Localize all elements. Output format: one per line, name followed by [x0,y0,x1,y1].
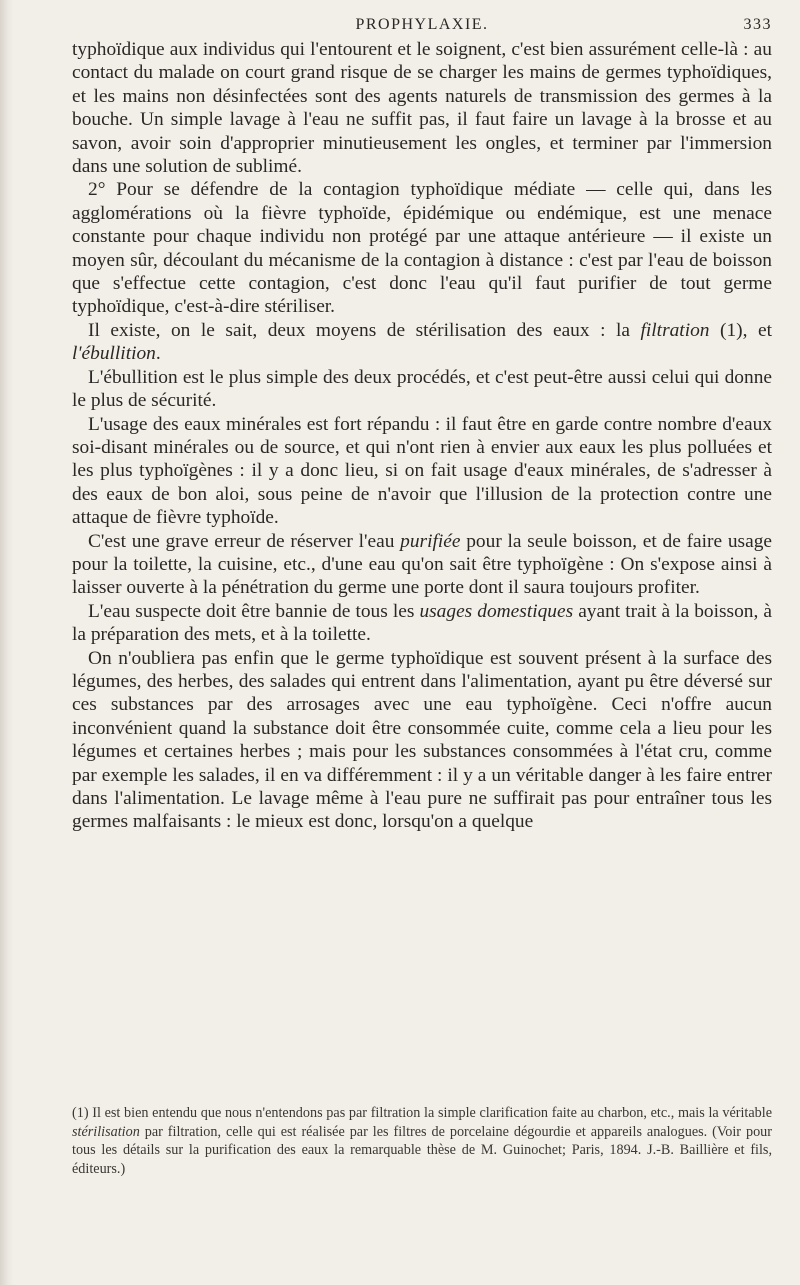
paragraph-3-text-e: . [155,343,161,365]
paragraph-7-text-a: L'eau suspecte doit être bannie de tous les [88,600,420,622]
paragraph-2: 2° Pour se défendre de la contagion typhoïdique médiate — celle qui, dans les agglomérations où la fièvre typhoïde, épidémique ou endémique, est une menace constante pour chaque individu non protégé par une attaque antérieure — il existe un moyen sûr, découlant du mécanisme de la contagion à distance : c'est par l'eau de boisson que s'effectue cette contagion, c'est donc l'eau qu'il faut purifier de tout germe typhoïdique, c'est-à-dire stériliser. [72,179,772,318]
paragraph-6-text-a: C'est une grave erreur de réserver l'eau [88,530,401,552]
paragraph-7 [72,600,772,647]
paragraph-6 [72,530,772,600]
running-header [72,0,772,38]
paragraph-3 [72,319,772,366]
term-ebullition: l'ébullition [72,343,156,365]
page-binding-edge [0,0,14,1285]
term-usages-domestiques: usages domestiques [419,600,574,622]
body-text [72,38,772,834]
footnote-text-a: (1) Il est bien entendu que nous n'entendons pas par filtration la simple clarification faite au charbon, etc., mais la véritable [72,1105,772,1121]
paragraph-8: On n'oubliera pas enfin que le germe typhoïdique est souvent présent à la surface des légumes, des herbes, des salades qui entrent dans l'alimentation, ayant pu être déversé sur ces substances par des arrosages avec une eau typhoïgène. Ceci n'offre aucun inconvénient quand la substance doit être consommée cuite, comme cela a lieu pour les légumes et certaines herbes ; mais pour les substances consommées à l'état cru, comme par exemple les salades, il en va différemment : il y a un véritable danger à les faire entrer dans l'alimentation. Le lavage même à l'eau pure ne suffirait pas pour entraîner tous les germes malfaisants : le mieux est donc, lorsqu'on a quelque [72,647,772,833]
footnote-text-c: par filtration, celle qui est réalisée par les filtres de porcelaine dégourdie et appareils analogues. (Voir pour tous les détails sur la purification des eaux la remarquable thèse de M. Guinochet; Paris, 1894. J.-B. Baillière et fils, éditeurs.) [72,1123,772,1177]
footnote [72,1104,772,1178]
paragraph-1: typhoïdique aux individus qui l'entourent et le soignent, c'est bien assurément celle-là : au contact du malade on court grand risque de se charger les mains de germes typhoïdiques, et les mains non désinfectées sont des agents naturels de transmission des germes à la bouche. Un simple lavage à l'eau ne suffit pas, il faut faire un lavage à la brosse et au savon, avoir soin d'approprier minutieusement les ongles, et terminer par l'immersion dans une solution de sublimé. [72,39,772,178]
term-purifiee: purifiée [400,530,461,552]
footnote-term-sterilisation: stérilisation [72,1123,140,1140]
paragraph-3-text-c: (1), et [709,319,772,341]
term-filtration: filtration [640,319,710,341]
paragraph-6-text-c: pour la seule boisson, et de faire usage pour la toilette, la cuisine, etc., d'une eau qu'on sait être typhoïgène : On s'expose ainsi à laisser ouverte à la pénétration du germe une porte dont il saura toujours profiter. [72,530,772,599]
page-number: 333 [743,16,772,33]
paragraph-3-text-a: Il existe, on le sait, deux moyens de stérilisation des eaux : la [88,319,641,341]
paragraph-7-text-c: ayant trait à la boisson, à la préparation des mets, et à la toilette. [72,600,772,646]
running-title: PROPHYLAXIE. [355,16,489,33]
book-page [72,0,772,1177]
paragraph-5: L'usage des eaux minérales est fort répandu : il faut être en garde contre nombre d'eaux soi-disant minérales ou de source, et qui n'ont rien à envier aux eaux les plus polluées et les plus typhoïgènes : il y a donc lieu, si on fait usage d'eaux minérales, de s'adresser à des eaux de bon aloi, sous peine de n'avoir que l'illusion de la protection contre une attaque de fièvre typhoïde. [72,413,772,529]
paragraph-4: L'ébullition est le plus simple des deux procédés, et c'est peut-être aussi celui qui donne le plus de sécurité. [72,366,772,412]
